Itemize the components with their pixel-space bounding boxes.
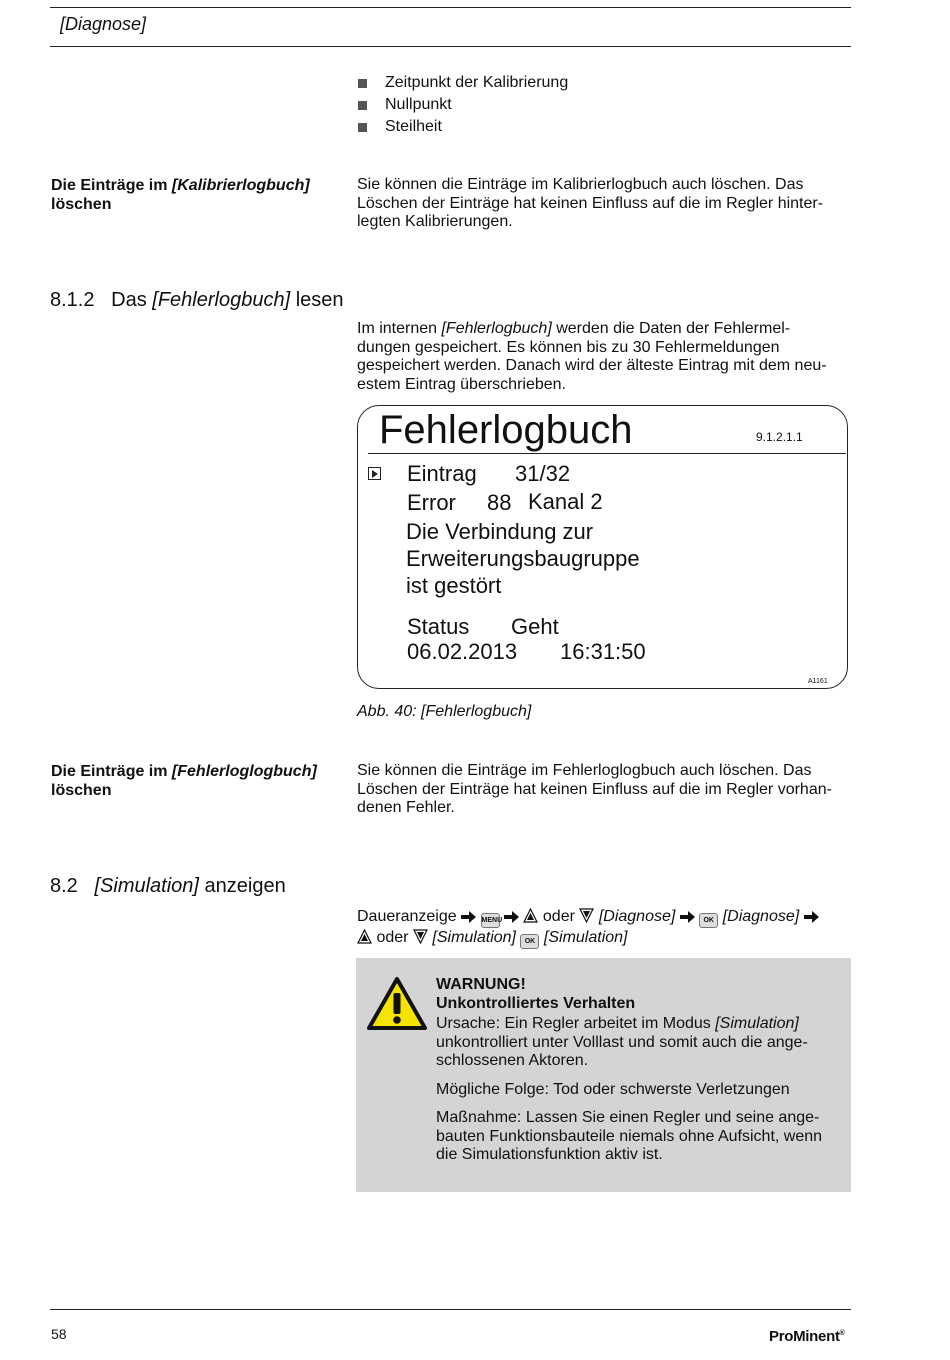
- kalibrier-delete-text: Sie können die Einträge im Kalibrierlogbuch auch löschen. Das Löschen der Einträge hat keinen Einfluss auf die im Regler hinter- legten Kalibrierungen.: [357, 176, 824, 230]
- error-message-line-2: Erweiterungsbaugruppe: [406, 546, 640, 571]
- fehler-delete-text: Sie können die Einträge im Fehlerloglogbuch auch löschen. Das Löschen der Einträge hat keinen Einfluss auf die im Regler vorhan- denen Fehler.: [357, 762, 832, 816]
- up-key-icon: [523, 908, 538, 923]
- error-message-line-1: Die Verbindung zur: [406, 519, 594, 544]
- status-value: Geht: [511, 614, 559, 639]
- warning-cause: Ursache: Ein Regler arbeitet im Modus [Simulation] unkontrolliert unter Volllast und somit auch die ange- schlossenen Aktoren.: [436, 1015, 808, 1069]
- error-code: 88: [487, 490, 512, 515]
- entry-date: 06.02.2013: [407, 639, 518, 664]
- header-bottom-rule: [50, 46, 851, 47]
- fehlerlogbuch-intro: Im internen [Fehlerlogbuch] werden die Daten der Fehlermel- dungen gespeichert. Es können bis zu 30 Fehlermeldungen gespeichert werden. Danach wird der älteste Eintrag mit dem neu- estem Eintrag überschrieben.: [357, 320, 827, 393]
- navigation-path: Daueranzeige MENU oder [Diagnose] OK [Diagnose] oder [Simulation] OK [Simulation]: [357, 907, 852, 949]
- warning-signal-word: WARNUNG!: [436, 976, 526, 993]
- channel-label: Kanal 2: [528, 489, 603, 514]
- down-key-icon: [413, 929, 428, 944]
- warning-text: [436, 976, 846, 1175]
- up-key-icon: [357, 929, 372, 944]
- selection-cursor-icon: [368, 467, 381, 480]
- status-label: Status: [407, 614, 470, 639]
- warning-consequence: Mögliche Folge: Tod oder schwerste Verletzungen: [436, 1080, 790, 1098]
- arrow-right-icon: [461, 911, 476, 923]
- list-item: Zeitpunkt der Kalibrierung: [358, 72, 568, 94]
- display-title: Fehlerlogbuch: [379, 408, 633, 452]
- warning-measure: Maßnahme: Lassen Sie einen Regler und seine ange- bauten Funktionsbauteile niemals ohne Aufsicht, wenn die Simulationsfunktion aktiv ist.: [436, 1109, 823, 1163]
- calibration-bullet-list: [358, 72, 568, 138]
- entry-time: 16:31:50: [560, 639, 646, 664]
- warning-triangle-icon: [366, 976, 428, 1031]
- list-item: Steilheit: [358, 116, 568, 138]
- arrow-right-icon: [804, 911, 819, 923]
- display-menu-code: 9.1.2.1.1: [756, 430, 803, 444]
- display-separator: [368, 453, 846, 454]
- list-item: Nullpunkt: [358, 94, 568, 116]
- footer-rule: [50, 1309, 851, 1310]
- figure-id: A1161: [808, 678, 828, 685]
- arrow-right-icon: [504, 911, 519, 923]
- warning-hazard: Unkontrolliertes Verhalten: [436, 994, 636, 1012]
- bullet-square-icon: [358, 101, 367, 110]
- error-label: Error: [407, 490, 456, 515]
- section-heading-8-2: 8.2 [Simulation] anzeigen: [50, 875, 286, 897]
- entry-value: 31/32: [515, 461, 571, 486]
- ok-key-icon: OK: [699, 913, 718, 928]
- entry-label: Eintrag: [407, 461, 477, 486]
- error-message-line-3: ist gestört: [406, 573, 502, 598]
- bullet-square-icon: [358, 79, 367, 88]
- ok-key-icon: OK: [520, 934, 539, 949]
- down-key-icon: [579, 908, 594, 923]
- menu-key-icon: MENU: [481, 913, 500, 928]
- page-number: 58: [51, 1326, 67, 1342]
- section-header: [Diagnose]: [60, 14, 147, 34]
- fehler-delete-heading: Die Einträge im [Fehlerloglogbuch] löschen: [51, 763, 317, 799]
- warning-box: [356, 958, 851, 1192]
- section-heading-8-1-2: 8.1.2 Das [Fehlerlogbuch] lesen: [50, 289, 344, 311]
- bullet-square-icon: [358, 123, 367, 132]
- arrow-right-icon: [680, 911, 695, 923]
- fehlerlogbuch-display: [357, 405, 848, 689]
- figure-caption: Abb. 40: [Fehlerlogbuch]: [357, 703, 532, 720]
- prominent-logo: ProMinent®: [769, 1328, 845, 1345]
- header-top-rule: [50, 7, 851, 8]
- kalibrier-delete-heading: Die Einträge im [Kalibrierlogbuch] löschen: [51, 177, 310, 213]
